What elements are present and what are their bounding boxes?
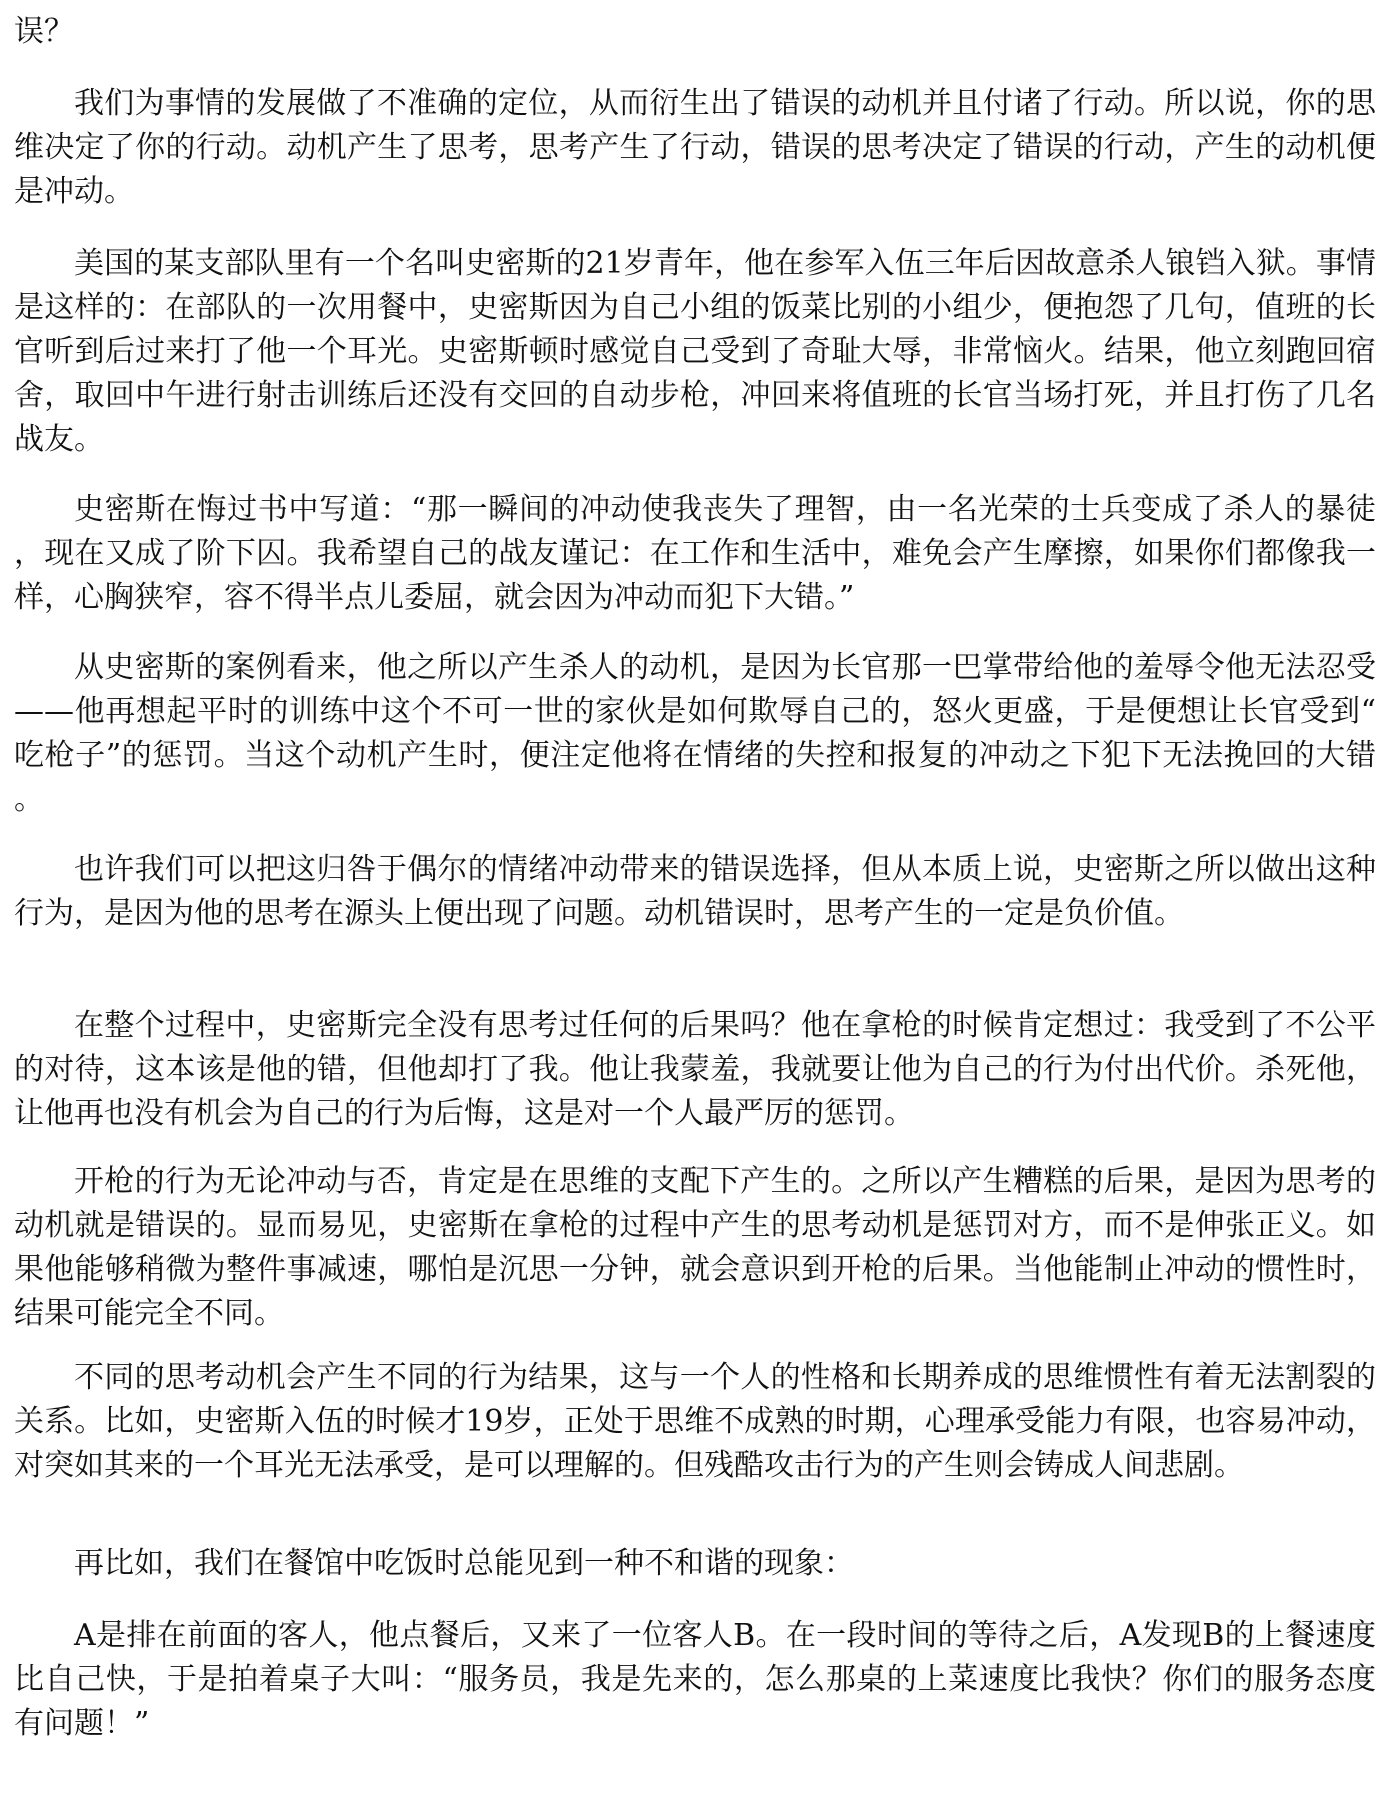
- paragraph: 从史密斯的案例看来，他之所以产生杀人的动机，是因为长官那一巴掌带给他的羞辱令他无法忍受——他再想起平时的训练中这个不可一世的家伙是如何欺辱自己的，怒火更盛，于是便想让长官受到“吃枪子”的惩罚。当这个动机产生时，便注定他将在情绪的失控和报复的冲动之下犯下无法挽回的大错。: [14, 650, 1376, 817]
- paragraph: A是排在前面的客人，他点餐后，又来了一位客人B。在一段时间的等待之后，A发现B的上餐速度比自己快，于是拍着桌子大叫：“服务员，我是先来的，怎么那桌的上菜速度比我快？你们的服务态度有问题！”: [14, 1618, 1376, 1741]
- paragraph-continuation: 误？: [14, 14, 74, 49]
- paragraph: 开枪的行为无论冲动与否，肯定是在思维的支配下产生的。之所以产生糟糕的后果，是因为思考的动机就是错误的。显而易见，史密斯在拿枪的过程中产生的思考动机是惩罚对方，而不是伸张正义。如果他能够稍微为整件事减速，哪怕是沉思一分钟，就会意识到开枪的后果。当他能制止冲动的惯性时，结果可能完全不同。: [14, 1164, 1376, 1331]
- paragraph: 我们为事情的发展做了不准确的定位，从而衍生出了错误的动机并且付诸了行动。所以说，你的思维决定了你的行动。动机产生了思考，思考产生了行动，错误的思考决定了错误的行动，产生的动机便是冲动。: [14, 86, 1376, 209]
- paragraph: 也许我们可以把这归咎于偶尔的情绪冲动带来的错误选择，但从本质上说，史密斯之所以做出这种行为，是因为他的思考在源头上便出现了问题。动机错误时，思考产生的一定是负价值。: [14, 852, 1376, 931]
- paragraph: 不同的思考动机会产生不同的行为结果，这与一个人的性格和长期养成的思维惯性有着无法割裂的关系。比如，史密斯入伍的时候才19岁，正处于思维不成熟的时期，心理承受能力有限，也容易冲动，对突如其来的一个耳光无法承受，是可以理解的。但残酷攻击行为的产生则会铸成人间悲剧。: [14, 1360, 1376, 1483]
- paragraph: 史密斯在悔过书中写道：“那一瞬间的冲动使我丧失了理智，由一名光荣的士兵变成了杀人的暴徒，现在又成了阶下囚。我希望自己的战友谨记：在工作和生活中，难免会产生摩擦，如果你们都像我一样，心胸狭窄，容不得半点儿委屈，就会因为冲动而犯下大错。”: [14, 492, 1376, 615]
- paragraph: 美国的某支部队里有一个名叫史密斯的21岁青年，他在参军入伍三年后因故意杀人锒铛入狱。事情是这样的：在部队的一次用餐中，史密斯因为自己小组的饭菜比别的小组少，便抱怨了几句，值班的长官听到后过来打了他一个耳光。史密斯顿时感觉自己受到了奇耻大辱，非常恼火。结果，他立刻跑回宿舍，取回中午进行射击训练后还没有交回的自动步枪，冲回来将值班的长官当场打死，并且打伤了几名战友。: [14, 246, 1376, 457]
- paragraph: 在整个过程中，史密斯完全没有思考过任何的后果吗？他在拿枪的时候肯定想过：我受到了不公平的对待，这本该是他的错，但他却打了我。他让我蒙羞，我就要让他为自己的行为付出代价。杀死他，让他再也没有机会为自己的行为后悔，这是对一个人最严厉的惩罚。: [14, 1008, 1376, 1131]
- paragraph: 再比如，我们在餐馆中吃饭时总能见到一种不和谐的现象：: [74, 1546, 854, 1581]
